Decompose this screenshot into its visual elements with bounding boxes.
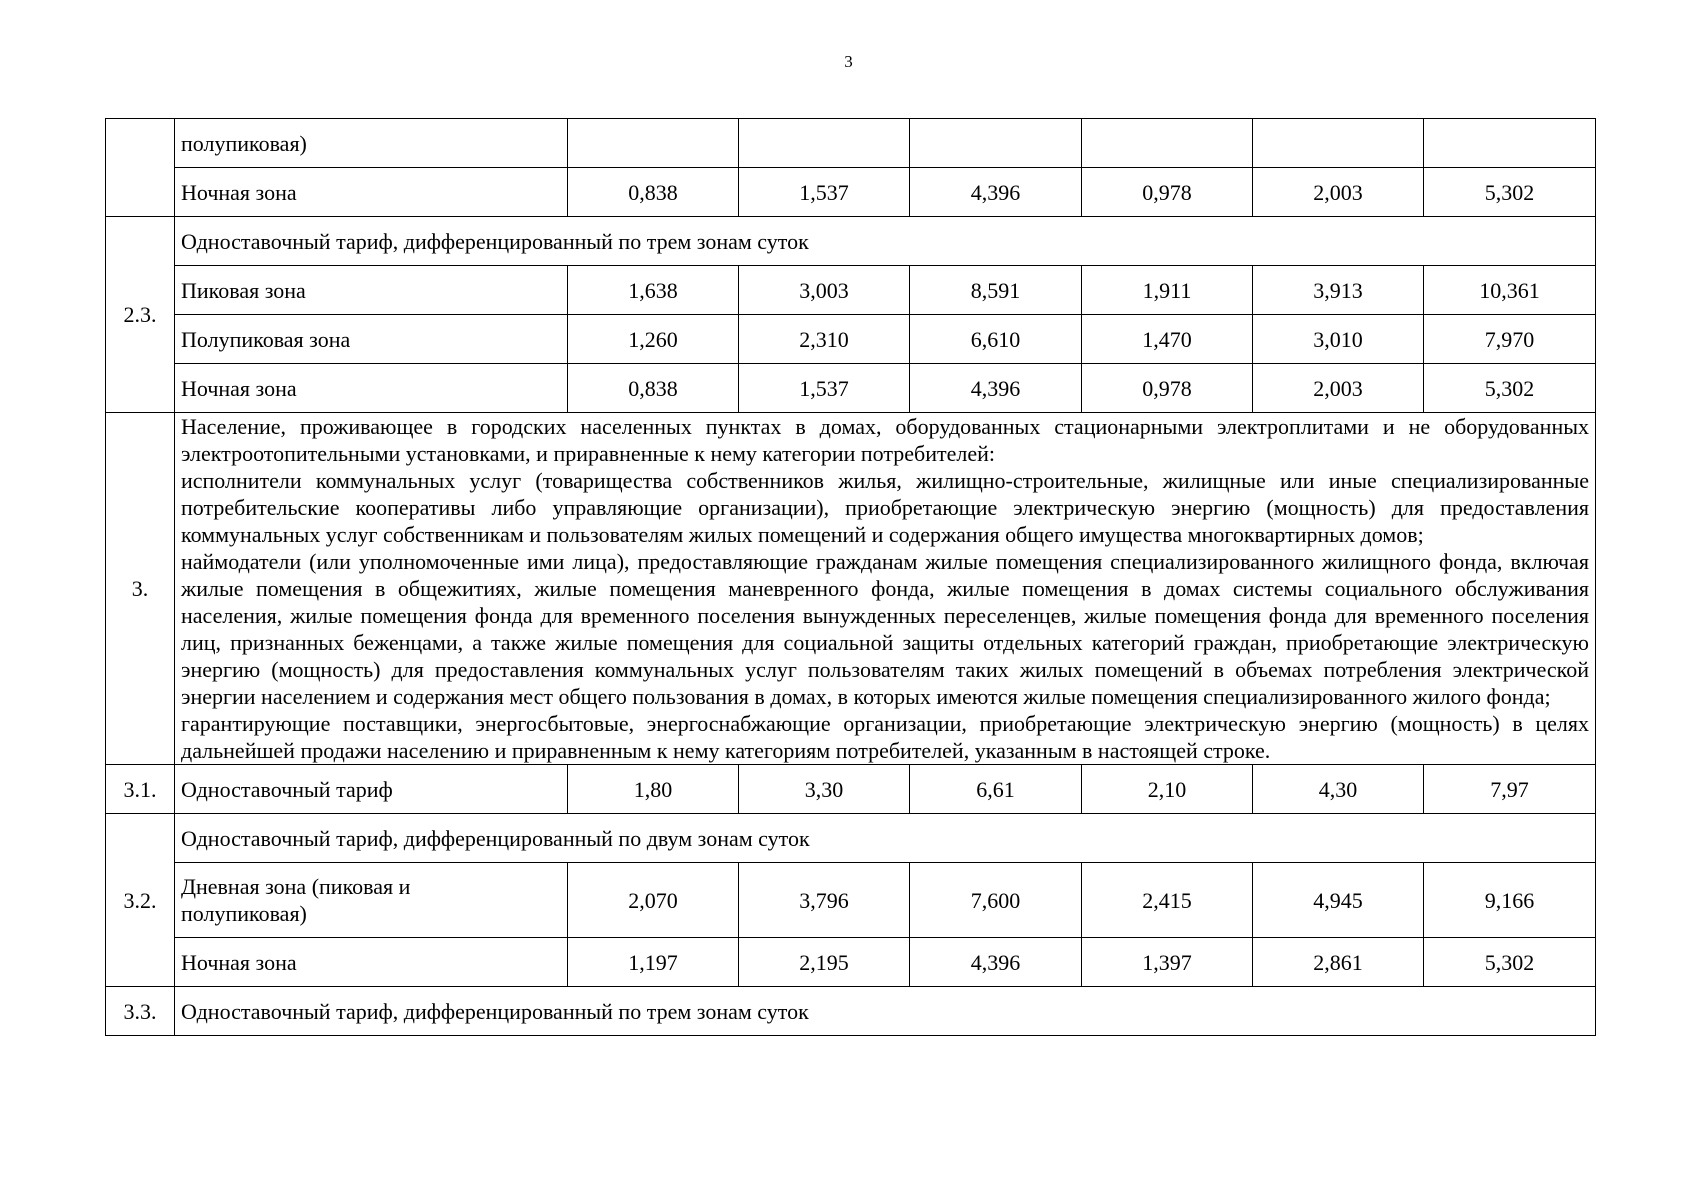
value-cell: 0,978 <box>1082 168 1253 217</box>
value-cell: 10,361 <box>1424 266 1596 315</box>
value-cell: 3,30 <box>739 765 910 814</box>
row-number: 3.2. <box>106 814 175 987</box>
value-cell: 1,470 <box>1082 315 1253 364</box>
value-cell: 0,838 <box>568 168 739 217</box>
row-name-line: Дневная зона (пиковая и <box>181 874 411 899</box>
table-row <box>106 987 1596 1036</box>
row-name: Ночная зона <box>175 168 568 217</box>
row-name: Пиковая зона <box>175 266 568 315</box>
value-cell: 1,260 <box>568 315 739 364</box>
value-cell: 1,911 <box>1082 266 1253 315</box>
row-name: Одноставочный тариф <box>175 765 568 814</box>
value-cell: 6,610 <box>910 315 1082 364</box>
value-cell: 6,61 <box>910 765 1082 814</box>
row-name: Ночная зона <box>175 938 568 987</box>
value-cell: 1,638 <box>568 266 739 315</box>
description-paragraph: исполнители коммунальных услуг (товарищества собственников жилья, жилищно-строительные, жилищные или иные специализированные потребительские кооперативы либо управляющие организации), приобретающие электрическую энергию (мощность) для предоставления коммунальных услуг собственникам и пользователям жилых помещений и содержания общего имущества многоквартирных домов; <box>181 468 1589 547</box>
value-cell-empty <box>1424 119 1596 168</box>
value-cell: 0,978 <box>1082 364 1253 413</box>
page-number: 3 <box>844 52 853 71</box>
section-title: Одноставочный тариф, дифференцированный по трем зонам суток <box>175 217 1596 266</box>
value-cell: 5,302 <box>1424 168 1596 217</box>
table-row <box>106 266 1596 315</box>
table-row <box>106 863 1596 938</box>
value-cell: 1,80 <box>568 765 739 814</box>
value-cell: 3,913 <box>1253 266 1424 315</box>
value-cell: 3,010 <box>1253 315 1424 364</box>
value-cell: 4,945 <box>1253 863 1424 938</box>
value-cell: 2,070 <box>568 863 739 938</box>
value-cell: 0,838 <box>568 364 739 413</box>
row-name-multiline <box>175 863 568 938</box>
row-name: Полупиковая зона <box>175 315 568 364</box>
table-row <box>106 168 1596 217</box>
section-description <box>175 413 1596 765</box>
value-cell: 7,97 <box>1424 765 1596 814</box>
value-cell: 1,197 <box>568 938 739 987</box>
table-row <box>106 217 1596 266</box>
value-cell-empty <box>739 119 910 168</box>
row-number: 2.3. <box>106 217 175 413</box>
value-cell: 4,396 <box>910 168 1082 217</box>
value-cell: 2,003 <box>1253 364 1424 413</box>
table-row <box>106 119 1596 168</box>
value-cell: 1,537 <box>739 364 910 413</box>
value-cell: 5,302 <box>1424 938 1596 987</box>
value-cell-empty <box>910 119 1082 168</box>
value-cell-empty <box>1082 119 1253 168</box>
section-title: Одноставочный тариф, дифференцированный по трем зонам суток <box>175 987 1596 1036</box>
description-paragraph: Население, проживающее в городских населенных пунктах в домах, оборудованных стационарными электроплитами и не оборудованных электроотопительными установками, и приравненные к нему категории потребителей: <box>181 414 1589 466</box>
row-number-empty <box>106 119 175 217</box>
table-row <box>106 413 1596 765</box>
value-cell: 3,796 <box>739 863 910 938</box>
description-paragraph: гарантирующие поставщики, энергосбытовые, энергоснабжающие организации, приобретающие электрическую энергию (мощность) в целях дальнейшей продажи населению и приравненным к нему категориям потребителей, указанным в настоящей строке. <box>181 711 1589 763</box>
table-row <box>106 814 1596 863</box>
value-cell: 3,003 <box>739 266 910 315</box>
table-row <box>106 938 1596 987</box>
table-row <box>106 364 1596 413</box>
table-row <box>106 765 1596 814</box>
value-cell: 4,30 <box>1253 765 1424 814</box>
value-cell: 2,195 <box>739 938 910 987</box>
value-cell: 4,396 <box>910 938 1082 987</box>
row-number: 3. <box>106 413 175 765</box>
row-name: полупиковая) <box>175 119 568 168</box>
row-name-line: полупиковая) <box>181 901 307 926</box>
row-number: 3.1. <box>106 765 175 814</box>
value-cell: 8,591 <box>910 266 1082 315</box>
value-cell: 1,397 <box>1082 938 1253 987</box>
value-cell: 2,415 <box>1082 863 1253 938</box>
value-cell-empty <box>568 119 739 168</box>
value-cell-empty <box>1253 119 1424 168</box>
value-cell: 7,600 <box>910 863 1082 938</box>
value-cell: 2,10 <box>1082 765 1253 814</box>
value-cell: 7,970 <box>1424 315 1596 364</box>
row-number: 3.3. <box>106 987 175 1036</box>
value-cell: 5,302 <box>1424 364 1596 413</box>
tariff-table <box>105 118 1596 1036</box>
table-row <box>106 315 1596 364</box>
description-paragraph: наймодатели (или уполномоченные ими лица), предоставляющие гражданам жилые помещения специализированного жилищного фонда, включая жилые помещения в общежитиях, жилые помещения маневренного фонда, жилые помещения в домах системы социального обслуживания населения, жилые помещения фонда для временного поселения вынужденных переселенцев, жилые помещения фонда для временного поселения лиц, признанных беженцами, а также жилые помещения для социальной защиты отдельных категорий граждан, приобретающие электрическую энергию (мощность) для предоставления коммунальных услуг пользователям таких жилых помещений в объемах потребления электрической энергии населением и содержания мест общего пользования в домах, в которых имеются жилые помещения специализированного жилого фонда; <box>181 549 1589 709</box>
value-cell: 2,861 <box>1253 938 1424 987</box>
value-cell: 9,166 <box>1424 863 1596 938</box>
section-title: Одноставочный тариф, дифференцированный по двум зонам суток <box>175 814 1596 863</box>
value-cell: 2,003 <box>1253 168 1424 217</box>
row-name: Ночная зона <box>175 364 568 413</box>
value-cell: 2,310 <box>739 315 910 364</box>
value-cell: 1,537 <box>739 168 910 217</box>
value-cell: 4,396 <box>910 364 1082 413</box>
